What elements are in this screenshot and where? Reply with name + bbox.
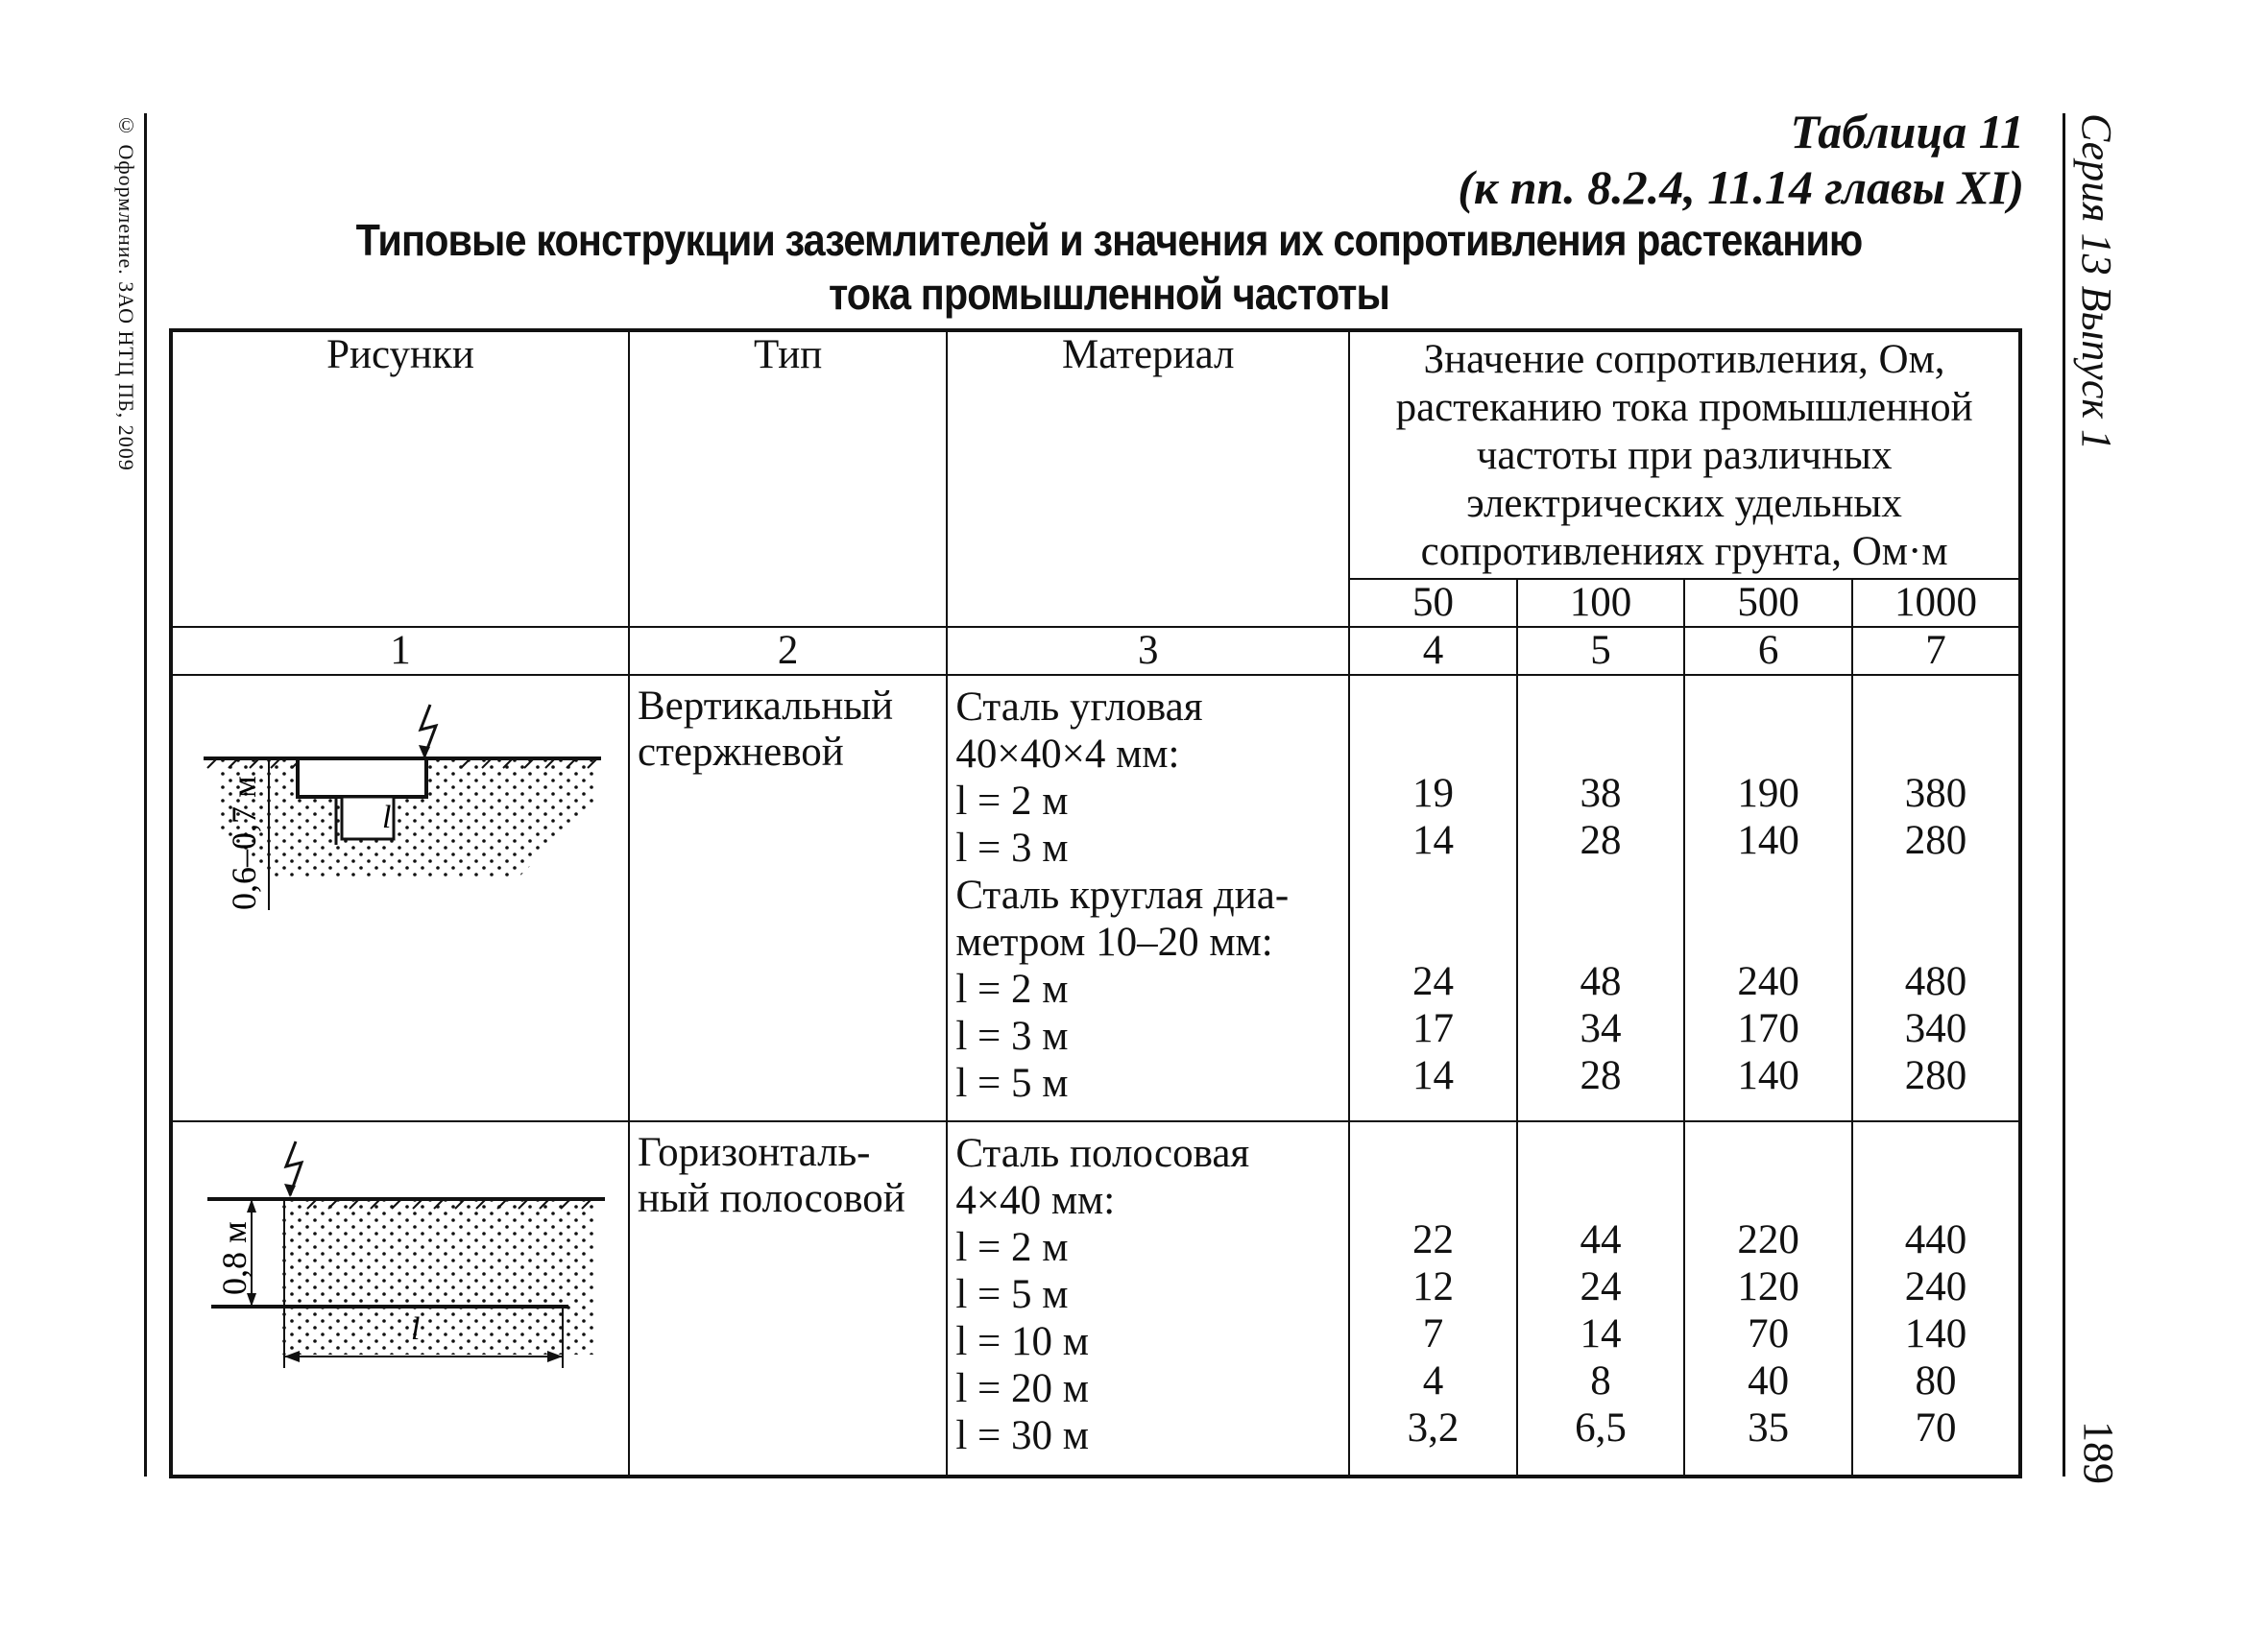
length-label: l	[411, 1311, 421, 1347]
value: 3,2	[1407, 1405, 1460, 1451]
table-label: Таблица 11	[1790, 105, 2024, 158]
value: 12	[1411, 1264, 1454, 1309]
value: 40	[1748, 1358, 1790, 1404]
value: 140	[1737, 1053, 1799, 1098]
copyright-sidebar: © Оформление. ЗАО НТЦ ПБ, 2009	[114, 113, 138, 471]
value: 140	[1904, 1311, 1967, 1357]
header-figures: Рисунки	[171, 330, 629, 627]
material-line: Сталь угловая	[955, 684, 1203, 730]
value-cell-100	[1517, 675, 1685, 1121]
value: 80	[1915, 1358, 1957, 1404]
value: 220	[1737, 1217, 1799, 1262]
value: 190	[1737, 771, 1799, 816]
value: 19	[1411, 771, 1454, 816]
col-num: 1	[171, 627, 629, 675]
series-sidebar: Серия 13 Выпуск 1	[2073, 113, 2120, 450]
material-line: l = 3 м	[955, 826, 1069, 871]
value: 38	[1580, 771, 1622, 816]
material-line: l = 3 м	[955, 1014, 1069, 1059]
value: 17	[1411, 1006, 1454, 1051]
material-line: l = 5 м	[955, 1272, 1069, 1317]
value: 340	[1904, 1006, 1967, 1051]
page-number: 189	[2075, 1421, 2122, 1484]
value: 7	[1422, 1311, 1444, 1357]
heading-line-1: Типовые конструкции заземлителей и значения их сопротивления растеканию	[355, 215, 1863, 265]
value: 22	[1411, 1217, 1454, 1262]
table-row	[171, 675, 2020, 1121]
table-heading	[267, 213, 1952, 321]
rho-500: 500	[1684, 579, 1852, 627]
value-cell-500	[1684, 1121, 1852, 1477]
material-line: l = 20 м	[955, 1366, 1089, 1411]
type-cell: Горизонталь- ный полосовой	[629, 1121, 947, 1477]
value: 480	[1904, 959, 1967, 1004]
col-num: 7	[1852, 627, 2020, 675]
rho-50: 50	[1349, 579, 1517, 627]
depth-label: 0,6–0,7 м	[225, 776, 263, 910]
left-rule	[144, 113, 147, 1477]
value: 240	[1737, 959, 1799, 1004]
value: 120	[1737, 1264, 1799, 1309]
depth-label: 0,8 м	[215, 1221, 253, 1295]
vertical-electrode-diagram	[173, 676, 628, 1110]
material-line: 40×40×4 мм:	[955, 732, 1180, 777]
grounding-table	[169, 328, 2022, 1478]
right-rule	[2063, 113, 2065, 1477]
value: 14	[1411, 818, 1454, 863]
value: 70	[1915, 1405, 1957, 1451]
header-material: Материал	[947, 330, 1349, 627]
value: 4	[1422, 1358, 1444, 1404]
length-label: l	[382, 800, 392, 835]
value-cell-500	[1684, 675, 1852, 1121]
material-line: метром 10–20 мм:	[955, 920, 1273, 965]
material-line: l = 2 м	[955, 779, 1069, 824]
value: 380	[1904, 771, 1967, 816]
table-caption	[1458, 104, 2024, 215]
value: 6,5	[1575, 1405, 1627, 1451]
column-number-row	[171, 627, 2020, 675]
col-num: 2	[629, 627, 947, 675]
header-value: Значение сопротивления, Ом, растеканию тока промышленной частоты при различных электрических удельных сопротивлениях грунта, Ом·м	[1349, 330, 2020, 579]
header-type: Тип	[629, 330, 947, 627]
type-cell: Вертикальный стержневой	[629, 675, 947, 1121]
material-cell	[947, 675, 1349, 1121]
value: 8	[1590, 1358, 1611, 1404]
value-cell-1000	[1852, 675, 2020, 1121]
value: 70	[1748, 1311, 1790, 1357]
col-num: 3	[947, 627, 1349, 675]
table-reference: (к пп. 8.2.4, 11.14 главы XI)	[1458, 160, 2024, 214]
value: 48	[1580, 959, 1622, 1004]
value: 240	[1904, 1264, 1967, 1309]
value: 280	[1904, 1053, 1967, 1098]
material-line: l = 10 м	[955, 1319, 1089, 1364]
material-line: 4×40 мм:	[955, 1178, 1116, 1223]
value: 24	[1411, 959, 1454, 1004]
value: 28	[1580, 818, 1622, 863]
col-num: 6	[1684, 627, 1852, 675]
heading-line-2: тока промышленной частоты	[828, 269, 1390, 319]
table-row	[171, 1121, 2020, 1477]
material-line: l = 2 м	[955, 1225, 1069, 1270]
material-line: Сталь полосовая	[955, 1131, 1250, 1176]
value-cell-100	[1517, 1121, 1685, 1477]
horizontal-electrode-diagram	[173, 1122, 628, 1464]
value-cell-50	[1349, 675, 1517, 1121]
value: 34	[1580, 1006, 1622, 1051]
rho-1000: 1000	[1852, 579, 2020, 627]
value: 35	[1748, 1405, 1790, 1451]
value: 44	[1580, 1217, 1622, 1262]
value: 14	[1411, 1053, 1454, 1098]
material-line: l = 2 м	[955, 967, 1069, 1012]
header-row	[171, 330, 2020, 579]
material-line: Сталь круглая диа-	[955, 873, 1290, 918]
value-cell-50	[1349, 1121, 1517, 1477]
rho-100: 100	[1517, 579, 1685, 627]
value: 170	[1737, 1006, 1799, 1051]
material-cell	[947, 1121, 1349, 1477]
figure-vertical	[171, 675, 629, 1121]
value: 140	[1737, 818, 1799, 863]
value: 280	[1904, 818, 1967, 863]
value: 440	[1904, 1217, 1967, 1262]
value-cell-1000	[1852, 1121, 2020, 1477]
figure-horizontal	[171, 1121, 629, 1477]
value: 28	[1580, 1053, 1622, 1098]
value: 24	[1580, 1264, 1622, 1309]
col-num: 4	[1349, 627, 1517, 675]
material-line: l = 30 м	[955, 1413, 1089, 1458]
material-line: l = 5 м	[955, 1061, 1069, 1106]
value: 14	[1580, 1311, 1622, 1357]
col-num: 5	[1517, 627, 1685, 675]
